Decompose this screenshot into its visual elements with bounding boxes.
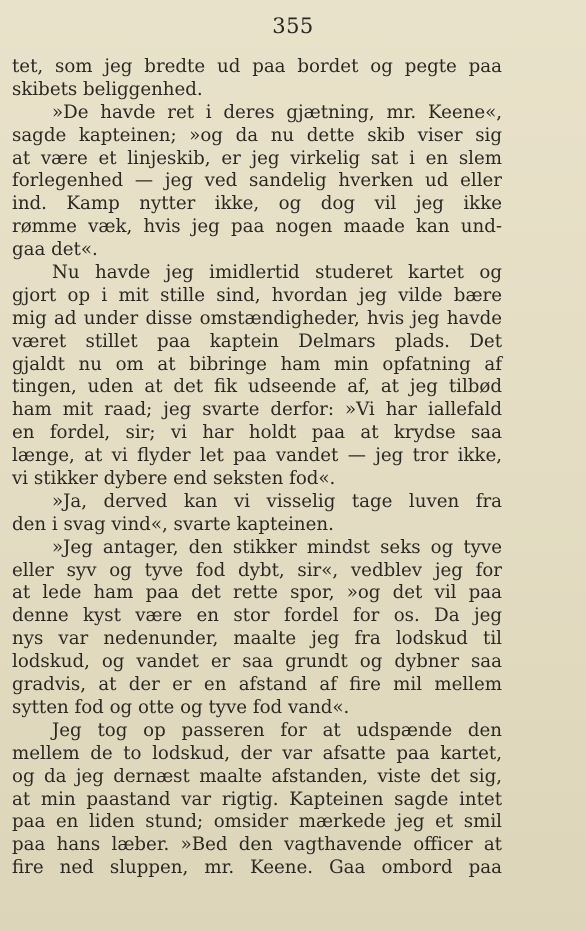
text-line: »Jeg antager, den stikker mindst seks og tyve — [52, 536, 502, 558]
text-line: mellem de to lodskud, der var afsatte paa kartet, — [12, 742, 502, 764]
text-line: Jeg tog op passeren for at udspænde den — [52, 719, 502, 741]
text-line: »De havde ret i deres gjætning, mr. Keene«, — [52, 101, 502, 123]
page-number: 355 — [272, 14, 314, 38]
text-line: rømme væk, hvis jeg paa nogen maade kan und- — [12, 216, 502, 238]
text-line: ham mit raad; jeg svarte derfor: »Vi har iallefald — [12, 399, 502, 421]
text-line: gradvis, at der er en afstand af fire mil mellem — [12, 674, 502, 696]
text-line: længe, at vi flyder let paa vandet — jeg tror ikke, — [12, 445, 502, 467]
text-line: at min paastand var rigtig. Kapteinen sagde intet — [12, 788, 502, 810]
text-line: og da jeg dernæst maalte afstanden, viste det sig, — [12, 765, 502, 787]
text-line: paa hans læber. »Bed den vagthavende officer at — [12, 834, 502, 856]
text-line: mig ad under disse omstændigheder, hvis jeg havde — [12, 307, 502, 329]
text-line: nys var nedenunder, maalte jeg fra lodskud til — [12, 628, 502, 650]
text-line: gaa det«. — [12, 239, 98, 261]
body-text — [12, 56, 502, 880]
text-line: gjaldt nu om at bibringe ham min opfatning af — [12, 353, 502, 375]
text-line: vi stikker dybere end seksten fod«. — [12, 468, 336, 490]
text-line: en fordel, sir; vi har holdt paa at krydse saa — [12, 422, 502, 444]
text-line: at lede ham paa det rette spor, »og det vil paa — [12, 582, 502, 604]
text-line: tet, som jeg bredte ud paa bordet og pegte paa — [12, 56, 502, 77]
text-line: paa en liden stund; omsider mærkede jeg et smil — [12, 811, 502, 833]
text-line: ind. Kamp nytter ikke, og dog vil jeg ikke — [12, 193, 502, 215]
text-line: gjort op i mit stille sind, hvordan jeg vilde bære — [12, 284, 502, 306]
text-line: sytten fod og otte og tyve fod vand«. — [12, 696, 350, 718]
text-line: »Ja, derved kan vi visselig tage luven fra — [52, 490, 502, 512]
text-line: den i svag vind«, svarte kapteinen. — [12, 513, 334, 535]
text-line: denne kyst være en stor fordel for os. Da jeg — [12, 605, 502, 627]
text-line: forlegenhed — jeg ved sandelig hverken ud eller — [12, 170, 502, 192]
text-line: tingen, uden at det fik udseende af, at jeg tilbød — [12, 376, 502, 398]
text-line: fire ned sluppen, mr. Keene. Gaa ombord paa — [12, 857, 502, 879]
text-line: skibets beliggenhed. — [12, 78, 203, 100]
text-line: Nu havde jeg imidlertid studeret kartet og — [52, 262, 502, 284]
text-line: lodskud, og vandet er saa grundt og dybner saa — [12, 651, 502, 673]
text-line: at være et linjeskib, er jeg virkelig sat i en slem — [12, 147, 502, 169]
text-line: sagde kapteinen; »og da nu dette skib viser sig — [12, 124, 502, 146]
text-line: været stillet paa kaptein Delmars plads. Det — [12, 330, 502, 352]
text-line: eller syv og tyve fod dybt, sir«, vedblev jeg for — [12, 559, 502, 581]
